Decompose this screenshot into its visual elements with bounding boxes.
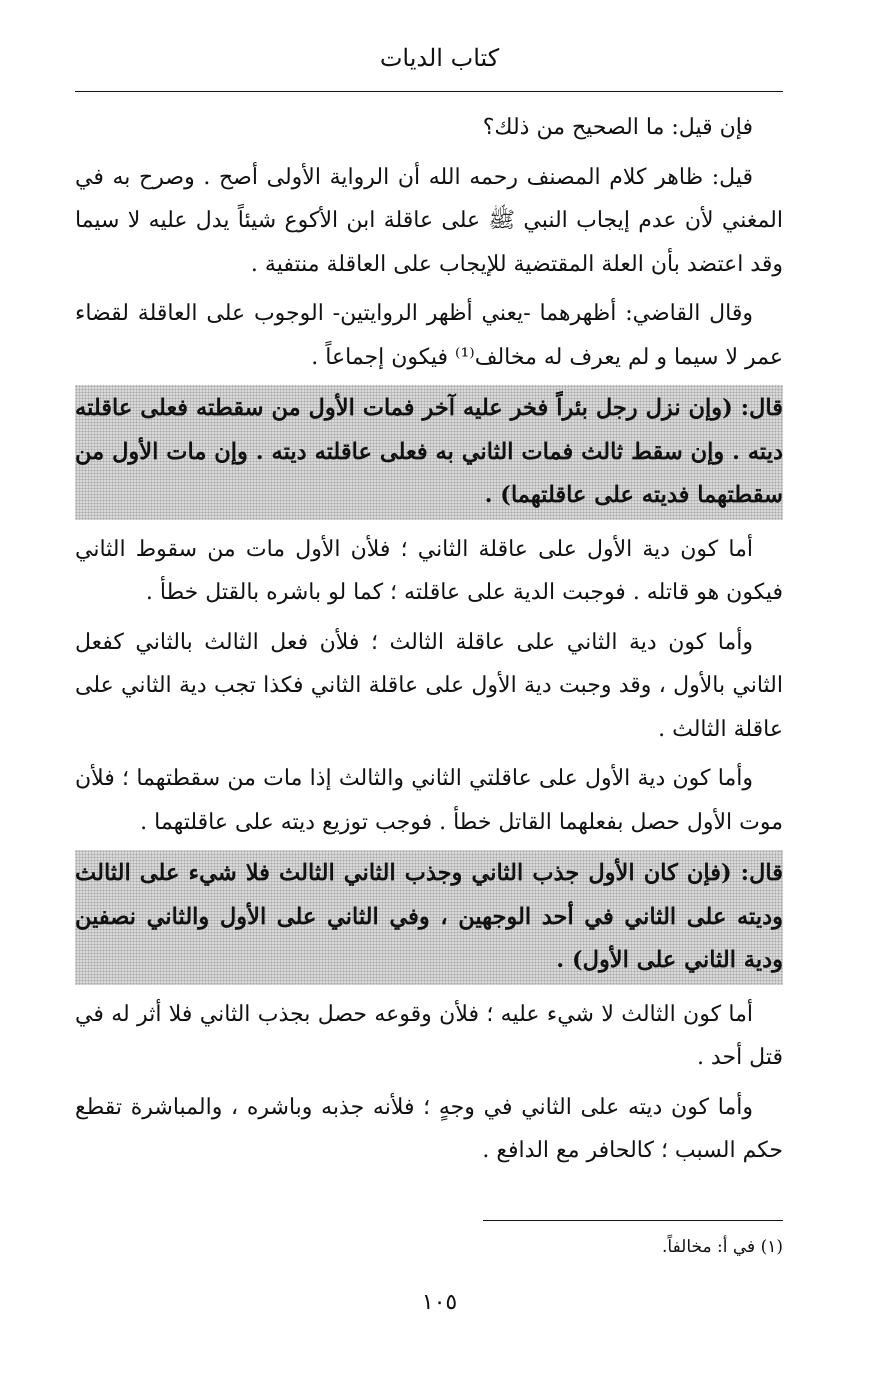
- commentary-paragraph: أما كون الثالث لا شيء عليه ؛ فلأن وقوعه حصل بجذب الثاني فلا أثر له في قتل أحد .: [75, 1001, 783, 1070]
- commentary-paragraph: وأما كون دية الأول على عاقلتي الثاني والثالث إذا مات من سقطتهما ؛ فلأن موت الأول حصل بفعلهما القاتل خطأ . فوجب توزيع ديته على عاقلتهما .: [75, 766, 783, 835]
- commentary-paragraph: وأما كون ديته على الثاني في وجهٍ ؛ فلأنه جذبه وباشره ، والمباشرة تقطع حكم السبب ؛ كالحافر مع الدافع .: [75, 1094, 783, 1163]
- matn-highlighted-paragraph: قال: (وإن نزل رجل بئراً فخر عليه آخر فمات الأول من سقطته فعلى عاقلته ديته . وإن سقط ثالث فمات الثاني به فعلى عاقلته ديته . وإن مات الأول من سقطتهما فديته على عاقلتهما) .: [75, 385, 783, 520]
- running-header-title: كتاب الديات: [379, 44, 500, 72]
- commentary-paragraph: فإن قيل: ما الصحيح من ذلك؟: [482, 115, 753, 140]
- footnote: (١) في أ: مخالفاً.: [662, 1237, 783, 1257]
- commentary-paragraph: أما كون دية الأول على عاقلة الثاني ؛ فلأن الأول مات من سقوط الثاني فيكون هو قاتله . فوجبت الدية على عاقلته ؛ كما لو باشره بالقتل خطأ .: [75, 536, 783, 605]
- footnote-divider: [483, 1220, 783, 1221]
- commentary-paragraph: وأما كون دية الثاني على عاقلة الثالث ؛ فلأن فعل الثالث بالثاني كفعل الثاني بالأول ، وقد وجبت دية الأول على عاقلة الثاني فكذا تجب دية الثاني على عاقلة الثالث .: [75, 629, 783, 742]
- commentary-paragraph: قيل: ظاهر كلام المصنف رحمه الله أن الرواية الأولى أصح . وصرح به في المغني لأن عدم إيجاب النبي ﷺ على عاقلة ابن الأكوع شيئاً يدل عليه لا سيما وقد اعتضد بأن العلة المقتضية للإيجاب على العاقلة منتفية .: [75, 164, 783, 277]
- header-divider: [75, 91, 783, 92]
- page-number: ١٠٥: [421, 1290, 458, 1315]
- main-text-block: [75, 106, 783, 1179]
- matn-highlighted-paragraph: قال: (فإن كان الأول جذب الثاني وجذب الثاني الثالث فلا شيء على الثالث وديته على الثاني في أحد الوجهين ، وفي الثاني على الأول والثاني نصفين ودية الثاني على الأول) .: [75, 850, 783, 985]
- commentary-paragraph: وقال القاضي: أظهرهما -يعني أظهر الروايتين- الوجوب على العاقلة لقضاء عمر لا سيما و لم يعرف له مخالف⁽¹⁾ فيكون إجماعاً .: [75, 301, 783, 370]
